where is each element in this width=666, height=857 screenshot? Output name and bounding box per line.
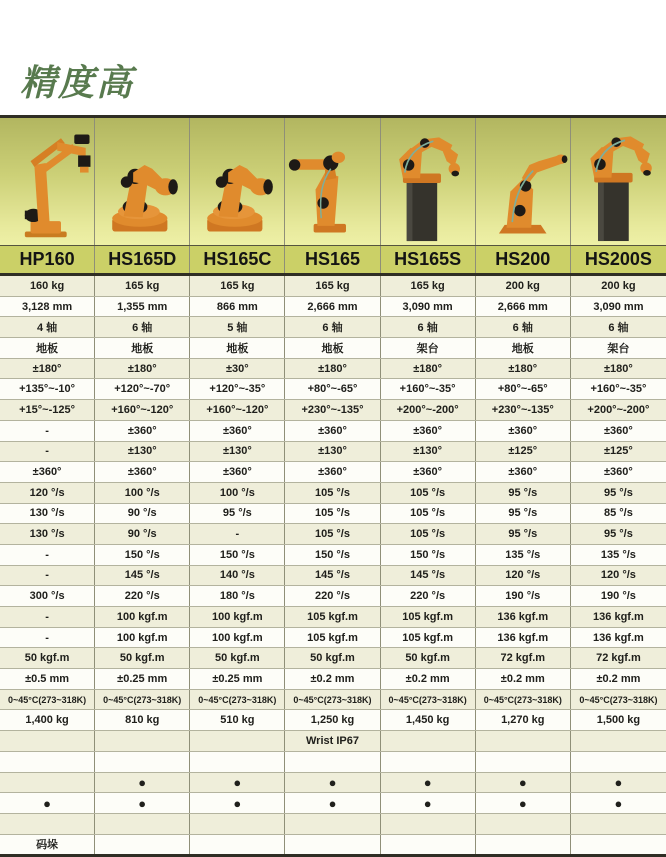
spec-cell: 105 kgf.m (285, 628, 380, 648)
spec-row-speed-axis-6 (0, 586, 666, 607)
spec-cell: +120°~-35° (190, 379, 285, 399)
spec-cell (476, 835, 571, 855)
spec-cell: ±360° (285, 421, 380, 441)
spec-row-speed-axis-4 (0, 545, 666, 566)
spec-cell: 145 °/s (95, 566, 190, 586)
spec-cell: 100 °/s (95, 483, 190, 503)
spec-cell (285, 752, 380, 772)
spec-cell: ±180° (476, 359, 571, 379)
spec-cell: 90 °/s (95, 504, 190, 524)
spec-cell: 6 轴 (381, 317, 476, 337)
spec-cell: ±360° (190, 462, 285, 482)
spec-cell: ±360° (604, 466, 633, 479)
spec-cell: 180 °/s (190, 586, 285, 606)
spec-cell: ±125° (604, 445, 633, 458)
robot-image-hs200s (571, 118, 666, 245)
spec-cell: ±0.5 mm (0, 669, 95, 689)
spec-cell: 50 kgf.m (190, 648, 285, 668)
spec-cell: +160°~-35° (590, 383, 647, 396)
spec-cell: ±360° (0, 462, 95, 482)
spec-cell: 6 轴 (608, 322, 629, 335)
spec-cell: 0~45°C(273~318K) (579, 694, 658, 705)
spec-cell: 120 °/s (0, 483, 95, 503)
model-name-hs200: HS200 (476, 246, 571, 273)
spec-cell: - (0, 628, 95, 648)
spec-cell: 200 kg (601, 279, 636, 292)
spec-cell (571, 752, 666, 772)
spec-cell: 165 kg (190, 276, 285, 296)
spec-cell: 1,250 kg (285, 710, 380, 730)
spec-cell: 架台 (381, 338, 476, 358)
robot-image-hs165c (190, 118, 285, 245)
spec-cell (476, 731, 571, 751)
spec-cell: ● (190, 773, 285, 793)
spec-row-torque-axis-4 (0, 607, 666, 628)
compact-robot-icon (192, 122, 282, 244)
spec-cell: 1,500 kg (596, 714, 641, 727)
spec-cell: 165 kg (381, 276, 476, 296)
spec-cell: ±180° (285, 359, 380, 379)
spec-cell: 136 kgf.m (476, 628, 571, 648)
spec-cell: 165 kg (285, 276, 380, 296)
spec-cell: +160°~-120° (190, 400, 285, 420)
spec-row-speed-axis-5 (0, 566, 666, 587)
spec-row-temperature (0, 690, 666, 711)
spec-cell (0, 773, 95, 793)
spec-row-torque-axis-5 (0, 628, 666, 649)
spec-cell: 150 °/s (285, 545, 380, 565)
spec-cell: 866 mm (190, 297, 285, 317)
spec-cell: ±360° (95, 462, 190, 482)
spec-cell: - (0, 545, 95, 565)
spec-row-range-axis-2 (0, 379, 666, 400)
spec-cell: 136 kgf.m (476, 607, 571, 627)
spec-row-range-axis-4 (0, 421, 666, 442)
spec-cell: 105 °/s (381, 483, 476, 503)
spec-cell (95, 731, 190, 751)
spec-cell (95, 835, 190, 855)
spec-cell: - (190, 524, 285, 544)
spec-cell: 0~45°C(273~318K) (190, 690, 285, 710)
spec-cell: 105 °/s (381, 524, 476, 544)
spec-cell: ±130° (381, 442, 476, 462)
robot-image-hs200 (476, 118, 571, 245)
spec-cell: 0~45°C(273~318K) (0, 690, 95, 710)
spec-row-feature-dots-2 (0, 793, 666, 814)
spec-cell: ±0.25 mm (95, 669, 190, 689)
spec-cell: 136 kgf.m (593, 631, 644, 644)
spec-row-repeatability (0, 669, 666, 690)
spec-cell: ● (285, 793, 380, 813)
spec-cell: 105 °/s (381, 504, 476, 524)
spec-cell: ±180° (0, 359, 95, 379)
robot-image-hp160 (0, 118, 95, 245)
spec-cell: ±180° (604, 362, 633, 375)
palletizer-robot-icon (2, 122, 92, 244)
spec-cell: 50 kgf.m (0, 648, 95, 668)
spec-row-application (0, 835, 666, 855)
spec-cell: ±130° (95, 442, 190, 462)
spec-row-axes (0, 317, 666, 338)
spec-cell: 105 kgf.m (381, 607, 476, 627)
spec-cell: ±0.2 mm (476, 669, 571, 689)
spec-cell: 6 轴 (95, 317, 190, 337)
spec-cell: 136 kgf.m (593, 610, 644, 623)
spec-cell: 200 kg (476, 276, 571, 296)
spec-cell: ±360° (381, 462, 476, 482)
spec-cell: 105 kgf.m (285, 607, 380, 627)
spec-cell: 190 °/s (476, 586, 571, 606)
spec-cell: 95 °/s (476, 483, 571, 503)
spec-cell (190, 814, 285, 834)
spec-cell: 130 °/s (0, 504, 95, 524)
spec-cell: 220 °/s (381, 586, 476, 606)
spec-cell: 220 °/s (95, 586, 190, 606)
spec-cell: +160°~-120° (95, 400, 190, 420)
robot-image-hs165d (95, 118, 190, 245)
spec-cell: 510 kg (190, 710, 285, 730)
spec-cell: 95 °/s (190, 504, 285, 524)
robot-spec-table (0, 115, 666, 857)
spec-cell: ±0.2 mm (285, 669, 380, 689)
spec-cell: 120 °/s (600, 569, 636, 582)
spec-cell: 3,090 mm (593, 300, 644, 313)
spec-cell: 72 kgf.m (596, 652, 641, 665)
spec-cell: 3,090 mm (381, 297, 476, 317)
spec-cell: ● (381, 793, 476, 813)
spec-cell: +120°~-70° (95, 379, 190, 399)
spec-cell: 码垛 (0, 835, 95, 855)
spec-cell: 50 kgf.m (381, 648, 476, 668)
spec-cell: ● (614, 795, 623, 811)
spec-cell: 0~45°C(273~318K) (476, 690, 571, 710)
spec-cell (190, 752, 285, 772)
spec-cell: ±360° (476, 421, 571, 441)
spec-cell: ● (614, 774, 623, 790)
spec-cell: - (0, 566, 95, 586)
spec-row-payload (0, 276, 666, 297)
spec-row-torque-axis-6 (0, 648, 666, 669)
spec-cell: ±360° (95, 421, 190, 441)
spec-cell: ● (476, 793, 571, 813)
spec-cell: 地板 (285, 338, 380, 358)
spec-cell: 地板 (476, 338, 571, 358)
spec-cell: 72 kgf.m (476, 648, 571, 668)
spec-row-speed-axis-2 (0, 504, 666, 525)
spec-cell: 地板 (0, 338, 95, 358)
spec-cell: +80°~-65° (476, 379, 571, 399)
spec-cell: 3,128 mm (0, 297, 95, 317)
spec-cell: +200°~-200° (587, 403, 650, 416)
spec-cell: +200°~-200° (381, 400, 476, 420)
spec-cell (285, 835, 380, 855)
spec-cell: ±360° (476, 462, 571, 482)
spec-cell: 地板 (95, 338, 190, 358)
spec-cell: 220 °/s (285, 586, 380, 606)
spec-row-range-axis-5 (0, 442, 666, 463)
spec-cell: 135 °/s (600, 548, 636, 561)
spec-cell: 100 kgf.m (95, 607, 190, 627)
spec-cell (0, 731, 95, 751)
spec-row-range-axis-3 (0, 400, 666, 421)
spec-cell (476, 814, 571, 834)
spec-row-speed-axis-3 (0, 524, 666, 545)
spec-cell: 50 kgf.m (95, 648, 190, 668)
spec-cell: 135 °/s (476, 545, 571, 565)
spec-cell: +230°~-135° (476, 400, 571, 420)
spec-cell (285, 814, 380, 834)
spec-cell: +160°~-35° (381, 379, 476, 399)
page-title: 精度高 (20, 62, 135, 103)
spec-cell: 105 °/s (285, 524, 380, 544)
spec-cell (381, 752, 476, 772)
model-name-hs165s: HS165S (381, 246, 476, 273)
spec-cell: ● (285, 773, 380, 793)
spec-cell: 95 °/s (603, 486, 633, 499)
spec-cell: 95 °/s (603, 528, 633, 541)
spec-rows (0, 276, 666, 854)
spec-cell: ±130° (285, 442, 380, 462)
pedestal-robot-icon (573, 122, 664, 244)
spec-cell (571, 731, 666, 751)
spec-cell: 100 kgf.m (190, 607, 285, 627)
spec-cell: ±125° (476, 442, 571, 462)
spec-cell: 105 kgf.m (381, 628, 476, 648)
model-name-hs165: HS165 (285, 246, 380, 273)
spec-cell: ±0.2 mm (381, 669, 476, 689)
spec-row-range-axis-1 (0, 359, 666, 380)
model-name-hs165c: HS165C (190, 246, 285, 273)
spec-cell: 140 °/s (190, 566, 285, 586)
spec-cell: 300 °/s (0, 586, 95, 606)
spec-cell: 1,450 kg (381, 710, 476, 730)
spec-cell: +135°~-10° (0, 379, 95, 399)
spec-cell: 100 °/s (190, 483, 285, 503)
spec-cell: ● (95, 773, 190, 793)
spec-cell (381, 731, 476, 751)
robot-image-hs165 (285, 118, 380, 245)
spec-cell (0, 752, 95, 772)
model-name-hs200s: HS200S (584, 249, 652, 269)
spec-cell: 6 轴 (476, 317, 571, 337)
arm-right-robot-icon (478, 122, 568, 244)
spec-cell: 架台 (607, 342, 630, 355)
spec-cell: 100 kgf.m (95, 628, 190, 648)
spec-cell (190, 835, 285, 855)
spec-cell (476, 752, 571, 772)
spec-cell: 2,666 mm (476, 297, 571, 317)
spec-cell: 105 °/s (285, 504, 380, 524)
spec-row-reach (0, 297, 666, 318)
spec-cell: ±360° (381, 421, 476, 441)
spec-cell (381, 835, 476, 855)
spec-cell: ±130° (190, 442, 285, 462)
spec-cell: 90 °/s (95, 524, 190, 544)
spec-cell: 165 kg (95, 276, 190, 296)
spec-cell (95, 814, 190, 834)
spec-cell: ±180° (95, 359, 190, 379)
spec-row-blank-2 (0, 814, 666, 835)
spec-cell: +80°~-65° (285, 379, 380, 399)
spec-cell: 105 °/s (285, 483, 380, 503)
spec-cell: 6 轴 (285, 317, 380, 337)
spec-cell: ● (0, 793, 95, 813)
spec-cell: 2,666 mm (285, 297, 380, 317)
spec-cell: 4 轴 (0, 317, 95, 337)
spec-cell (190, 731, 285, 751)
spec-cell: 150 °/s (190, 545, 285, 565)
spec-cell (95, 752, 190, 772)
spec-cell: - (0, 607, 95, 627)
spec-cell: 5 轴 (190, 317, 285, 337)
spec-cell: 1,355 mm (95, 297, 190, 317)
spec-cell: 0~45°C(273~318K) (95, 690, 190, 710)
spec-cell: - (0, 421, 95, 441)
spec-cell (0, 814, 95, 834)
spec-row-mounting (0, 338, 666, 359)
spec-cell: ±30° (190, 359, 285, 379)
model-name-hs165d: HS165D (95, 246, 190, 273)
spec-cell: ±0.2 mm (596, 672, 641, 685)
spec-cell: 1,400 kg (0, 710, 95, 730)
spec-row-wrist-rating (0, 731, 666, 752)
spec-cell: 150 °/s (381, 545, 476, 565)
spec-cell: 0~45°C(273~318K) (381, 690, 476, 710)
spec-cell: 130 °/s (0, 524, 95, 544)
spec-row-feature-dots-1 (0, 773, 666, 794)
spec-row-body-weight (0, 710, 666, 731)
spec-cell: Wrist IP67 (285, 731, 380, 751)
spec-cell: ● (95, 793, 190, 813)
spec-cell: ±0.25 mm (190, 669, 285, 689)
spec-cell: ±360° (190, 421, 285, 441)
pedestal-robot-icon (382, 122, 472, 244)
spec-cell: 160 kg (0, 276, 95, 296)
spec-row-range-axis-6 (0, 462, 666, 483)
spec-cell: ● (190, 793, 285, 813)
robot-image-row (0, 118, 666, 246)
spec-cell: ±360° (604, 424, 633, 437)
spec-row-speed-axis-1 (0, 483, 666, 504)
spec-cell: 50 kgf.m (285, 648, 380, 668)
spec-cell: 0~45°C(273~318K) (285, 690, 380, 710)
spec-cell: ±180° (381, 359, 476, 379)
spec-cell: +15°~-125° (0, 400, 95, 420)
tall-left-robot-icon (287, 122, 377, 244)
spec-cell: ● (476, 773, 571, 793)
spec-cell: 150 °/s (95, 545, 190, 565)
spec-cell: ● (381, 773, 476, 793)
model-name-row (0, 246, 666, 276)
spec-cell: 810 kg (95, 710, 190, 730)
spec-cell: ±360° (285, 462, 380, 482)
spec-cell: 190 °/s (600, 590, 636, 603)
spec-cell: 1,270 kg (476, 710, 571, 730)
compact-robot-icon (97, 122, 187, 244)
spec-cell (381, 814, 476, 834)
spec-cell: +230°~-135° (285, 400, 380, 420)
spec-cell: 100 kgf.m (190, 628, 285, 648)
spec-cell: 85 °/s (603, 507, 633, 520)
spec-cell: 145 °/s (381, 566, 476, 586)
spec-row-blank-1 (0, 752, 666, 773)
spec-cell: 145 °/s (285, 566, 380, 586)
spec-cell: 地板 (190, 338, 285, 358)
spec-cell: - (0, 442, 95, 462)
spec-cell (571, 814, 666, 834)
model-name-hp160: HP160 (0, 246, 95, 273)
spec-cell: 95 °/s (476, 524, 571, 544)
spec-cell (571, 835, 666, 855)
spec-cell: 95 °/s (476, 504, 571, 524)
robot-image-hs165s (381, 118, 476, 245)
spec-cell: 120 °/s (476, 566, 571, 586)
